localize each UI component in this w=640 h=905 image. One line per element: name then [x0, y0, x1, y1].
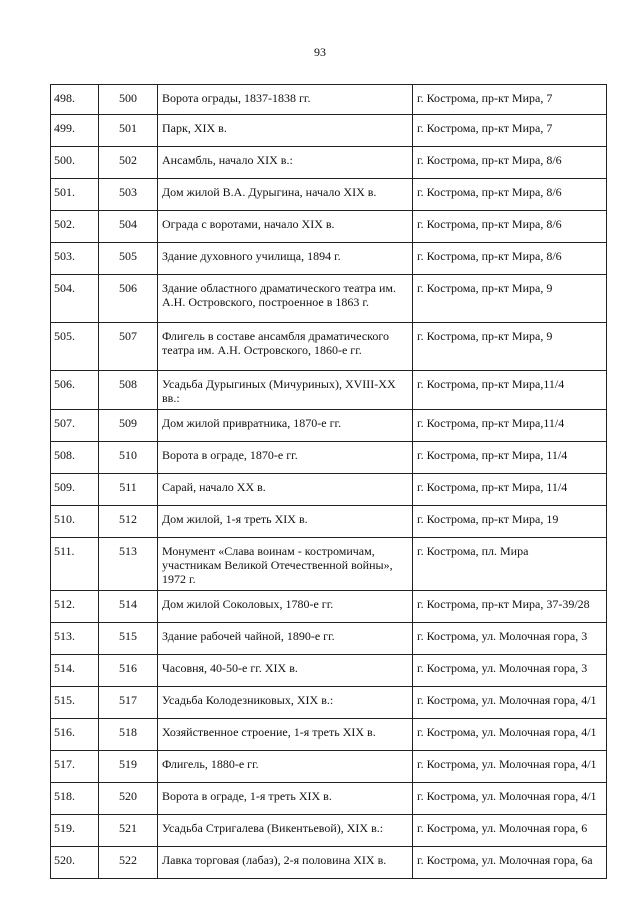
object-address-cell: [413, 179, 607, 211]
object-number-cell: [99, 275, 158, 323]
object-number-cell: [99, 538, 158, 591]
row-number-cell: [51, 442, 99, 474]
object-number: 509: [119, 416, 137, 430]
object-address-cell: [413, 538, 607, 591]
object-number-cell: [99, 783, 158, 815]
object-name-cell: [158, 687, 413, 719]
object-name: Флигель в составе ансамбля драматического театра им. А.Н. Островского, 1860-е гг.: [162, 329, 390, 357]
object-name-cell: [158, 179, 413, 211]
object-name: Флигель, 1880-е гг.: [162, 757, 259, 771]
object-name: Часовня, 40-50-е гг. XIX в.: [162, 661, 298, 675]
object-number: 516: [119, 661, 137, 675]
object-number-cell: [99, 687, 158, 719]
row-number: 505.: [54, 329, 75, 343]
object-number: 505: [119, 249, 137, 263]
table-row: [51, 623, 607, 655]
row-number: 504.: [54, 281, 75, 295]
object-address: г. Кострома, пр-кт Мира, 9: [417, 281, 553, 295]
object-address: г. Кострома, пр-кт Мира, 8/6: [417, 217, 562, 231]
object-number: 500: [119, 91, 137, 105]
row-number: 498.: [54, 91, 75, 105]
object-number: 513: [119, 544, 137, 558]
table-row: [51, 538, 607, 591]
object-address-cell: [413, 323, 607, 371]
object-number: 503: [119, 185, 137, 199]
row-number-cell: [51, 85, 99, 115]
object-number-cell: [99, 623, 158, 655]
object-address-cell: [413, 751, 607, 783]
table-row: [51, 751, 607, 783]
row-number-cell: [51, 591, 99, 623]
object-name: Ворота ограды, 1837-1838 гг.: [162, 91, 311, 105]
object-address: г. Кострома, пр-кт Мира, 37-39/28: [417, 597, 590, 611]
object-number-cell: [99, 815, 158, 847]
object-name-cell: [158, 655, 413, 687]
object-address: г. Кострома, пр-кт Мира, 8/6: [417, 249, 562, 263]
object-name: Усадьба Дурыгиных (Мичуриных), XVIII-XX вв.:: [162, 377, 396, 405]
object-number-cell: [99, 847, 158, 879]
row-number-cell: [51, 751, 99, 783]
object-number-cell: [99, 751, 158, 783]
object-address-cell: [413, 474, 607, 506]
object-address: г. Кострома, ул. Молочная гора, 3: [417, 661, 588, 675]
object-name-cell: [158, 85, 413, 115]
object-number-cell: [99, 179, 158, 211]
table-row: [51, 243, 607, 275]
object-address: г. Кострома, ул. Молочная гора, 4/1: [417, 757, 597, 771]
row-number-cell: [51, 323, 99, 371]
object-number-cell: [99, 442, 158, 474]
row-number-cell: [51, 243, 99, 275]
object-address-cell: [413, 147, 607, 179]
row-number: 518.: [54, 789, 75, 803]
object-address: г. Кострома, пр-кт Мира, 7: [417, 121, 553, 135]
object-address-cell: [413, 719, 607, 751]
row-number: 509.: [54, 480, 75, 494]
row-number-cell: [51, 211, 99, 243]
row-number: 501.: [54, 185, 75, 199]
object-name: Ворота в ограде, 1870-е гг.: [162, 448, 298, 462]
object-address: г. Кострома, пр-кт Мира, 9: [417, 329, 553, 343]
object-number: 522: [119, 853, 137, 867]
object-name: Дом жилой В.А. Дурыгина, начало XIX в.: [162, 185, 377, 199]
object-number-cell: [99, 211, 158, 243]
object-number: 510: [119, 448, 137, 462]
object-name-cell: [158, 751, 413, 783]
object-address-cell: [413, 243, 607, 275]
row-number-cell: [51, 179, 99, 211]
object-name: Лавка торговая (лабаз), 2-я половина XIX в.: [162, 853, 387, 867]
object-name: Усадьба Стригалева (Викентьевой), XIX в.:: [162, 821, 384, 835]
row-number-cell: [51, 474, 99, 506]
object-number: 521: [119, 821, 137, 835]
object-number-cell: [99, 506, 158, 538]
heritage-objects-table: [50, 84, 607, 879]
table-row: [51, 442, 607, 474]
object-name-cell: [158, 783, 413, 815]
object-address-cell: [413, 815, 607, 847]
object-name-cell: [158, 506, 413, 538]
page-number: 93: [314, 45, 326, 59]
object-address: г. Кострома, пр-кт Мира, 8/6: [417, 185, 562, 199]
table-row: [51, 371, 607, 410]
row-number: 511.: [54, 544, 75, 558]
object-address: г. Кострома, ул. Молочная гора, 4/1: [417, 693, 597, 707]
row-number-cell: [51, 847, 99, 879]
object-address: г. Кострома, пр-кт Мира, 7: [417, 91, 553, 105]
object-name-cell: [158, 211, 413, 243]
object-address-cell: [413, 847, 607, 879]
table-row: [51, 815, 607, 847]
object-number: 502: [119, 153, 137, 167]
object-number: 514: [119, 597, 137, 611]
object-number-cell: [99, 410, 158, 442]
object-number-cell: [99, 371, 158, 410]
object-number: 520: [119, 789, 137, 803]
object-address: г. Кострома, пл. Мира: [417, 544, 529, 558]
object-address: г. Кострома, пр-кт Мира,11/4: [417, 416, 565, 430]
object-number: 518: [119, 725, 137, 739]
object-name: Дом жилой Соколовых, 1780-е гг.: [162, 597, 334, 611]
object-name: Здание духовного училища, 1894 г.: [162, 249, 341, 263]
row-number-cell: [51, 719, 99, 751]
object-name-cell: [158, 847, 413, 879]
row-number-cell: [51, 410, 99, 442]
object-address-cell: [413, 371, 607, 410]
row-number-cell: [51, 506, 99, 538]
row-number-cell: [51, 371, 99, 410]
object-number: 515: [119, 629, 137, 643]
object-address: г. Кострома, ул. Молочная гора, 6а: [417, 853, 593, 867]
object-address-cell: [413, 442, 607, 474]
table-row: [51, 591, 607, 623]
row-number: 503.: [54, 249, 75, 263]
object-name: Усадьба Колодезниковых, XIX в.:: [162, 693, 334, 707]
object-number-cell: [99, 719, 158, 751]
object-number: 504: [119, 217, 137, 231]
object-address-cell: [413, 410, 607, 442]
object-name-cell: [158, 147, 413, 179]
object-name: Ворота в ограде, 1-я треть XIX в.: [162, 789, 332, 803]
table-row: [51, 474, 607, 506]
object-address-cell: [413, 211, 607, 243]
object-name-cell: [158, 275, 413, 323]
object-name: Ограда с воротами, начало XIX в.: [162, 217, 335, 231]
object-address: г. Кострома, пр-кт Мира,11/4: [417, 377, 565, 391]
object-name-cell: [158, 371, 413, 410]
object-name: Дом жилой привратника, 1870-е гг.: [162, 416, 342, 430]
row-number-cell: [51, 275, 99, 323]
row-number-cell: [51, 115, 99, 147]
table-row: [51, 85, 607, 115]
object-name-cell: [158, 591, 413, 623]
object-name-cell: [158, 442, 413, 474]
object-number-cell: [99, 591, 158, 623]
object-name-cell: [158, 815, 413, 847]
object-address: г. Кострома, ул. Молочная гора, 6: [417, 821, 588, 835]
object-address-cell: [413, 85, 607, 115]
row-number: 500.: [54, 153, 75, 167]
object-name: Сарай, начало XX в.: [162, 480, 266, 494]
object-address-cell: [413, 275, 607, 323]
object-name-cell: [158, 719, 413, 751]
table-row: [51, 410, 607, 442]
object-number-cell: [99, 474, 158, 506]
object-number: 508: [119, 377, 137, 391]
row-number: 506.: [54, 377, 75, 391]
object-address: г. Кострома, ул. Молочная гора, 3: [417, 629, 588, 643]
object-number: 501: [119, 121, 137, 135]
object-name-cell: [158, 115, 413, 147]
object-number: 511: [119, 480, 137, 494]
object-address-cell: [413, 687, 607, 719]
table-row: [51, 719, 607, 751]
object-number-cell: [99, 655, 158, 687]
table-row: [51, 847, 607, 879]
object-name: Здание рабочей чайной, 1890-е гг.: [162, 629, 335, 643]
table-row: [51, 655, 607, 687]
table-row: [51, 323, 607, 371]
table-row: [51, 687, 607, 719]
object-address: г. Кострома, ул. Молочная гора, 4/1: [417, 789, 597, 803]
row-number: 502.: [54, 217, 75, 231]
row-number: 508.: [54, 448, 75, 462]
object-address-cell: [413, 655, 607, 687]
row-number-cell: [51, 655, 99, 687]
table-row: [51, 783, 607, 815]
row-number: 519.: [54, 821, 75, 835]
object-name-cell: [158, 623, 413, 655]
row-number-cell: [51, 783, 99, 815]
object-name: Монумент «Слава воинам - костромичам, участникам Великой Отечественной войны», 1972 г.: [162, 544, 393, 586]
row-number: 499.: [54, 121, 75, 135]
object-address: г. Кострома, пр-кт Мира, 11/4: [417, 448, 568, 462]
table-row: [51, 506, 607, 538]
row-number: 517.: [54, 757, 75, 771]
object-number-cell: [99, 85, 158, 115]
table-body: [51, 85, 607, 879]
row-number: 520.: [54, 853, 75, 867]
object-number-cell: [99, 323, 158, 371]
row-number-cell: [51, 815, 99, 847]
row-number: 512.: [54, 597, 75, 611]
table-row: [51, 211, 607, 243]
object-number: 506: [119, 281, 137, 295]
object-address: г. Кострома, пр-кт Мира, 11/4: [417, 480, 568, 494]
object-name: Дом жилой, 1-я треть XIX в.: [162, 512, 308, 526]
object-name: Здание областного драматического театра им. А.Н. Островского, построенное в 1863 г.: [162, 281, 396, 309]
table-row: [51, 115, 607, 147]
row-number: 513.: [54, 629, 75, 643]
object-address-cell: [413, 783, 607, 815]
row-number-cell: [51, 687, 99, 719]
row-number: 507.: [54, 416, 75, 430]
row-number-cell: [51, 623, 99, 655]
object-name-cell: [158, 538, 413, 591]
object-name: Парк, XIX в.: [162, 121, 227, 135]
object-address: г. Кострома, пр-кт Мира, 8/6: [417, 153, 562, 167]
object-number: 507: [119, 329, 137, 343]
object-number-cell: [99, 243, 158, 275]
table-row: [51, 179, 607, 211]
row-number: 515.: [54, 693, 75, 707]
object-name-cell: [158, 243, 413, 275]
object-name: Хозяйственное строение, 1-я треть XIX в.: [162, 725, 376, 739]
object-number: 512: [119, 512, 137, 526]
object-name-cell: [158, 410, 413, 442]
object-address-cell: [413, 506, 607, 538]
object-name-cell: [158, 474, 413, 506]
table-row: [51, 147, 607, 179]
object-address-cell: [413, 115, 607, 147]
object-number-cell: [99, 147, 158, 179]
object-address-cell: [413, 591, 607, 623]
table-row: [51, 275, 607, 323]
object-number: 517: [119, 693, 137, 707]
object-name: Ансамбль, начало XIX в.:: [162, 153, 293, 167]
object-address: г. Кострома, ул. Молочная гора, 4/1: [417, 725, 597, 739]
row-number-cell: [51, 147, 99, 179]
row-number: 510.: [54, 512, 75, 526]
row-number: 514.: [54, 661, 75, 675]
row-number: 516.: [54, 725, 75, 739]
object-address: г. Кострома, пр-кт Мира, 19: [417, 512, 559, 526]
row-number-cell: [51, 538, 99, 591]
object-number: 519: [119, 757, 137, 771]
object-number-cell: [99, 115, 158, 147]
object-name-cell: [158, 323, 413, 371]
object-address-cell: [413, 623, 607, 655]
